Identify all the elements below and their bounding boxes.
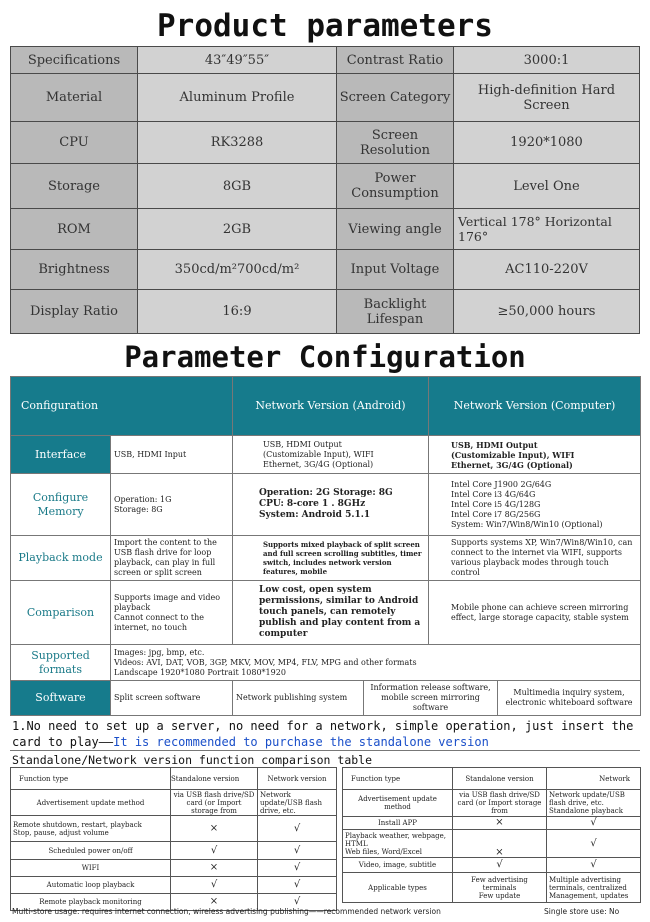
right-row-label: Advertisement update method bbox=[343, 790, 453, 817]
rom-label: ROM bbox=[11, 209, 138, 250]
right-row-label: Video, image, subtitle bbox=[343, 858, 453, 873]
footer-left: Multi-store usage: requires internet connection, wireless advertising publishing——recommended network version bbox=[12, 907, 441, 916]
header-computer: Network Version (Computer) bbox=[429, 377, 641, 436]
interface-standalone: USB, HDMI Input bbox=[111, 436, 233, 474]
right-row-standalone: × bbox=[453, 817, 547, 830]
right-row-standalone: √ bbox=[453, 858, 547, 873]
screen-category-value: High-definition Hard Screen bbox=[454, 74, 640, 122]
right-row-network: √ bbox=[547, 817, 641, 830]
note-highlight: It is recommended to purchase the standalone version bbox=[113, 735, 489, 749]
lifespan-label: Backlight Lifespan bbox=[337, 290, 454, 334]
left-row-standalone: √ bbox=[171, 842, 258, 860]
storage-value: 8GB bbox=[138, 164, 337, 209]
left-row-standalone: √ bbox=[171, 877, 258, 894]
software-android: Network publishing system bbox=[233, 681, 364, 716]
interface-computer: USB, HDMI Output (Customizable Input), WIFI Ethernet, 3G/4G (Optional) bbox=[429, 436, 641, 474]
software-computer: Multimedia inquiry system, electronic whiteboard software bbox=[498, 681, 641, 716]
input-voltage-value: AC110-220V bbox=[454, 250, 640, 290]
note-paragraph bbox=[12, 718, 638, 750]
comparison-table-title: Standalone/Network version function comparison table bbox=[12, 753, 373, 767]
right-header-function: Function type bbox=[343, 768, 453, 790]
left-row-standalone: via USB flash drive/SD card (or Import storage from bbox=[171, 790, 258, 816]
material-value: Aluminum Profile bbox=[138, 74, 337, 122]
right-row-standalone: × bbox=[453, 830, 547, 858]
left-row-label: WIFI bbox=[11, 860, 171, 877]
screen-category-label: Screen Category bbox=[337, 74, 454, 122]
rom-value: 2GB bbox=[138, 209, 337, 250]
left-header-network: Network version bbox=[258, 768, 337, 790]
left-comparison-table bbox=[10, 767, 337, 911]
resolution-value: 1920*1080 bbox=[454, 122, 640, 164]
lifespan-value: ≥50,000 hours bbox=[454, 290, 640, 334]
memory-standalone: Operation: 1G Storage: 8G bbox=[111, 474, 233, 536]
comparison-android: Low cost, open system permissions, similar to Android touch panels, can remotely publish and play content from a computer bbox=[233, 581, 429, 645]
right-row-network: √ bbox=[547, 858, 641, 873]
left-row-label: Automatic loop playback bbox=[11, 877, 171, 894]
right-row-label: Install APP bbox=[343, 817, 453, 830]
memory-label: Configure Memory bbox=[11, 474, 111, 536]
display-ratio-value: 16:9 bbox=[138, 290, 337, 334]
playback-label: Playback mode bbox=[11, 536, 111, 581]
comparison-computer: Mobile phone can achieve screen mirroring effect, large storage capacity, stable system bbox=[429, 581, 641, 645]
formats-label: Supported formats bbox=[11, 645, 111, 681]
resolution-label: Screen Resolution bbox=[337, 122, 454, 164]
memory-computer: Intel Core J1900 2G/64G Intel Core i3 4G/64G Intel Core i5 4G/128G Intel Core i7 8G/256G System: Win7/Win8/Win10 (Optional) bbox=[429, 474, 641, 536]
parameter-configuration-title: Parameter Configuration bbox=[124, 340, 526, 374]
footer-right: Single store use: No bbox=[544, 907, 620, 916]
playback-android: Supports mixed playback of split screen and full screen scrolling subtitles, timer switch, includes network version features, mobile bbox=[233, 536, 429, 581]
right-row-network: Network update/USB flash drive, etc. Standalone playback bbox=[547, 790, 641, 817]
header-android: Network Version (Android) bbox=[233, 377, 429, 436]
left-header-standalone: Standalone version bbox=[171, 768, 258, 790]
note-text: 1.No need to set up a server, no need for a network, simple operation, just insert the card to play—— bbox=[12, 719, 634, 749]
left-row-label: Remote shutdown, restart, playback Stop, pause, adjust volume bbox=[11, 816, 171, 842]
software-standalone: Split screen software bbox=[111, 681, 233, 716]
right-row-network: √ bbox=[547, 830, 641, 858]
spec-label: Specifications bbox=[11, 47, 138, 74]
input-voltage-label: Input Voltage bbox=[337, 250, 454, 290]
product-parameters-table bbox=[10, 46, 640, 334]
interface-android: USB, HDMI Output (Customizable Input), WIFI Ethernet, 3G/4G (Optional) bbox=[233, 436, 429, 474]
left-row-label: Advertisement update method bbox=[11, 790, 171, 816]
right-row-standalone: Few advertising terminals Few update bbox=[453, 873, 547, 903]
right-row-standalone: via USB flash drive/SD card (or Import storage from bbox=[453, 790, 547, 817]
contrast-value: 3000:1 bbox=[454, 47, 640, 74]
divider bbox=[10, 750, 640, 751]
software-info-release: Information release software, mobile screen mirroring software bbox=[364, 681, 498, 716]
left-row-network: √ bbox=[258, 816, 337, 842]
cpu-value: RK3288 bbox=[138, 122, 337, 164]
storage-label: Storage bbox=[11, 164, 138, 209]
left-row-network: √ bbox=[258, 894, 337, 911]
comparison-label: Comparison bbox=[11, 581, 111, 645]
brightness-value: 350cd/m²700cd/m² bbox=[138, 250, 337, 290]
memory-android: Operation: 2G Storage: 8G CPU: 8-core 1 . 8GHz System: Android 5.1.1 bbox=[233, 474, 429, 536]
header-configuration: Configuration bbox=[11, 377, 233, 436]
cpu-label: CPU bbox=[11, 122, 138, 164]
left-row-standalone: × bbox=[171, 816, 258, 842]
right-row-label: Applicable types bbox=[343, 873, 453, 903]
left-header-function: Function type bbox=[11, 768, 171, 790]
product-parameters-title: Product parameters bbox=[157, 8, 493, 44]
power-label: Power Consumption bbox=[337, 164, 454, 209]
formats-text: Images: jpg, bmp, etc. Videos: AVI, DAT, VOB, 3GP, MKV, MOV, MP4, FLV, MPG and other formats Landscape 1920*1080 Portrait 1080*1920 bbox=[111, 645, 641, 681]
software-label: Software bbox=[11, 681, 111, 716]
right-header-standalone: Standalone version bbox=[453, 768, 547, 790]
viewing-angle-value: Vertical 178° Horizontal 176° bbox=[454, 209, 640, 250]
brightness-label: Brightness bbox=[11, 250, 138, 290]
playback-computer: Supports systems XP, Win7/Win8/Win10, can connect to the internet via WIFI, supports various playback modes through touch control bbox=[429, 536, 641, 581]
comparison-standalone: Supports image and video playback Cannot connect to the internet, no touch bbox=[111, 581, 233, 645]
left-row-label: Remote playback monitoring bbox=[11, 894, 171, 911]
power-value: Level One bbox=[454, 164, 640, 209]
contrast-label: Contrast Ratio bbox=[337, 47, 454, 74]
right-row-network: Multiple advertising terminals, centralized Management, updates bbox=[547, 873, 641, 903]
right-row-label: Playback weather, webpage, HTML Web files, Word/Excel bbox=[343, 830, 453, 858]
left-row-network: √ bbox=[258, 877, 337, 894]
parameter-configuration-table bbox=[10, 376, 641, 716]
display-ratio-label: Display Ratio bbox=[11, 290, 138, 334]
playback-standalone: Import the content to the USB flash drive for loop playback, can play in full screen or split screen bbox=[111, 536, 233, 581]
left-row-network: √ bbox=[258, 860, 337, 877]
viewing-angle-label: Viewing angle bbox=[337, 209, 454, 250]
interface-label: Interface bbox=[11, 436, 111, 474]
left-row-network: Network update/USB flash drive, etc. bbox=[258, 790, 337, 816]
right-header-network: Network bbox=[547, 768, 641, 790]
left-row-label: Scheduled power on/off bbox=[11, 842, 171, 860]
right-comparison-table bbox=[342, 767, 641, 903]
left-row-network: √ bbox=[258, 842, 337, 860]
left-row-standalone: × bbox=[171, 894, 258, 911]
spec-value: 43″49″55″ bbox=[138, 47, 337, 74]
left-row-standalone: × bbox=[171, 860, 258, 877]
material-label: Material bbox=[11, 74, 138, 122]
